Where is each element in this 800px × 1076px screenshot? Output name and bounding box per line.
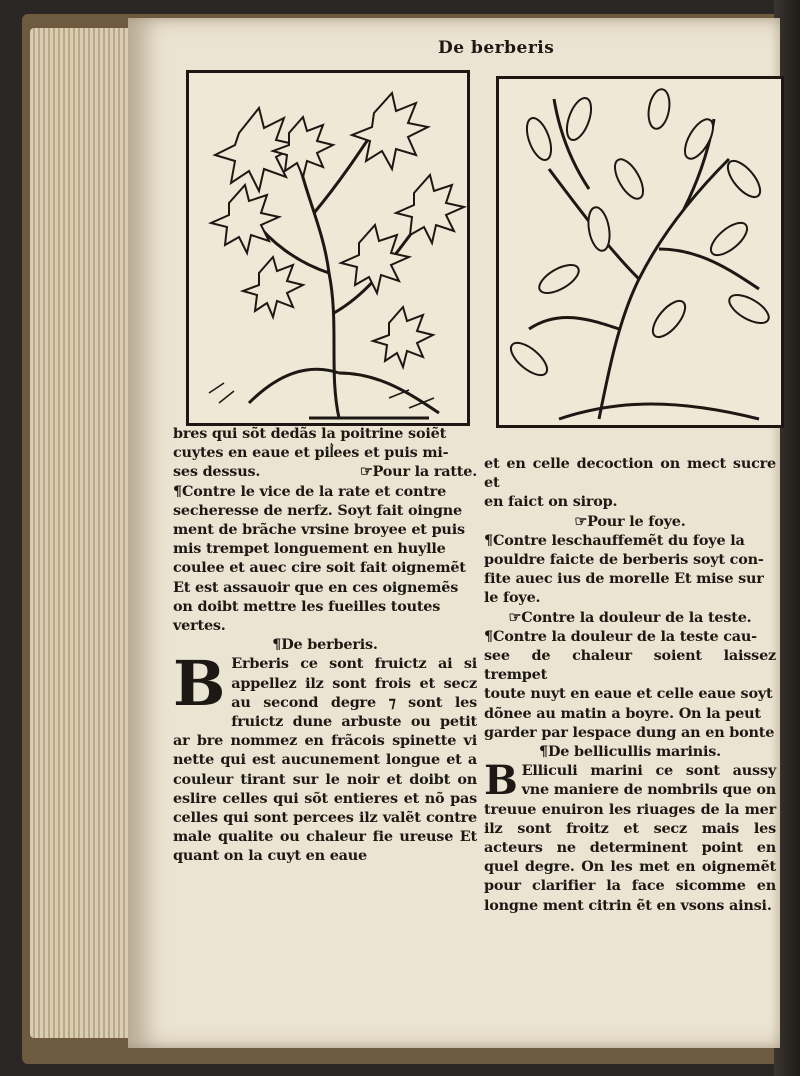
- text-line: ¶Contre le vice de la rate et contre: [173, 482, 447, 500]
- text-line: en faict on sirop.: [484, 493, 618, 511]
- chapter-heading: ¶De bellicullis marinis.: [539, 743, 721, 761]
- text-line: fite auec ius de morelle Et mise sur: [484, 570, 764, 588]
- text-line: ment de brãche vrsine broyee et puis: [173, 521, 465, 539]
- text-line: et en celle decoction on mect sucre et: [484, 455, 776, 492]
- woodcut-right: [496, 76, 784, 428]
- text-line: coulee et auec cire soit fait oignemẽt: [173, 559, 466, 577]
- plant-illustration-right: [499, 79, 781, 425]
- chapter-heading: ¶De berberis.: [272, 636, 378, 654]
- section-heading: ☞Contre la douleur de la teste.: [508, 608, 752, 626]
- left-text-column: [173, 424, 477, 866]
- running-head: De berberis: [438, 38, 555, 58]
- paragraph: [484, 757, 776, 915]
- drop-cap: B: [484, 757, 518, 805]
- section-heading: ☞Pour la ratte.: [359, 463, 477, 481]
- text-line: Et est assauoir que en ces oignemẽs: [173, 578, 459, 596]
- text-line: garder par lespace dung an en bonte: [484, 723, 775, 741]
- text-line: bres qui sõt dedãs la poitrine soiẽt: [173, 425, 447, 442]
- text-line: ¶Contre la douleur de la teste cau-: [484, 627, 757, 645]
- text-line: see de chaleur soient laissez trempet: [484, 647, 776, 684]
- plant-illustration-left: [189, 73, 467, 423]
- text-fragment: ses dessus.: [173, 463, 261, 481]
- text-line: mis trempet longuement en huylle: [173, 540, 446, 558]
- text-line: toute nuyt en eaue et celle eaue soyt: [484, 685, 773, 703]
- text-line: on doibt mettre les fueilles toutes: [173, 597, 441, 615]
- section-heading: ☞Pour le foye.: [574, 512, 686, 530]
- woodcut-left: [186, 70, 470, 426]
- paragraph-text: Elliculi marini ce sont aussy vne maniere de nombrils que on treuue enuiron les riuages de la mer ilz sont froitz et secz mais les acteurs ne determinent point en quel degre. On les met en oignemẽt pour clarifier la face sicomme en longne ment citrin ẽt en vsons ainsi.: [484, 762, 776, 914]
- right-text-column: [484, 454, 776, 915]
- text-line: ¶Contre leschauffemẽt du foye la: [484, 531, 745, 549]
- text-line: secheresse de nerfz. Soyt fait oingne: [173, 501, 463, 519]
- paragraph-text: Erberis ce sont fruictz ai si appellez ilz sont frois et secz au second degre ⁊ sont les fruictz dune arbuste ou petit ar bre nommez en frãcois spinette vi nette qui est aucunement longue et a couleur tirant sur le noir et doibt on eslire celles qui sõt entieres et nõ pas celles qui sont percees ilz valẽt contre male qualite ou chaleur fie ureuse Et quant on la cuyt en eaue: [173, 655, 477, 865]
- paragraph: [173, 647, 477, 865]
- book-page: [128, 18, 780, 1048]
- text-line: vertes.: [173, 617, 226, 635]
- text-line: [173, 462, 477, 481]
- text-line: cuytes en eaue et pil͛ees et puis mi-: [173, 444, 449, 462]
- drop-cap: B: [173, 647, 226, 721]
- text-line: le foye.: [484, 589, 541, 607]
- text-line: dõnee au matin a boyre. On la peut: [484, 704, 761, 722]
- page-edges: [30, 28, 130, 1038]
- text-line: pouldre faicte de berberis soyt con-: [484, 551, 764, 569]
